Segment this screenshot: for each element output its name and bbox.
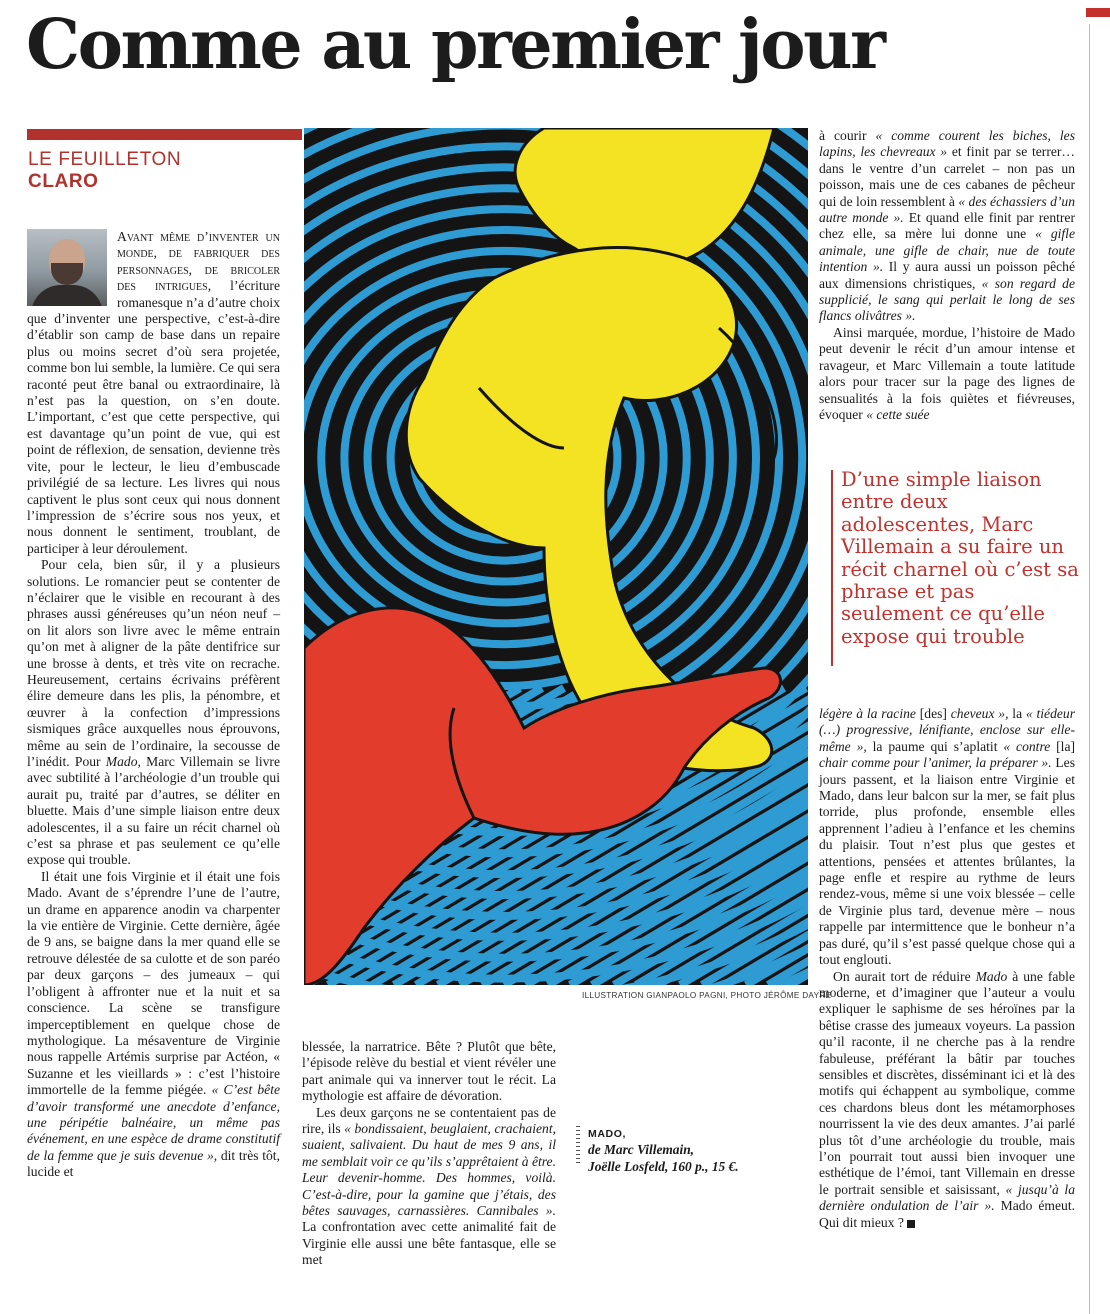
corner-mark [1086,8,1110,17]
rubric-bar [27,129,302,140]
pull-quote: D’une simple liaison entre deux adolescentes, Marc Villemain a su faire un récit charnel où c’est sa phrase et pas seulement ce qu’elle expose qui trouble [841,468,1079,648]
book-ref-dots [576,1126,580,1166]
rubric-author: CLARO [28,171,99,192]
rubric-label: LE FEUILLETON [28,149,182,170]
paragraph: légère à la racine [des] cheveux », la « tiédeur (…) progressive, lénifiante, enclose sur elle-même », la paume qui s’aplatit « contre [la] chair comme pour l’animer, la préparer ». Les jours passent, et la liaison entre Virginie et Mado, dans leur balcon sur la mer, se fait plus torride, plus profonde, ensemble elles apprennent l’adieu à l’enfance et les chemins du plaisir. Tout n’est plus que gestes et attentions, pensées et attentes brûlantes, la page enfle et respire au rythme de leurs rendez-vous, même si une voix blessée – celle de Virginie plus tard, devenue mère – nous rappelle par intermittence que le bonheur n’a pas duré, qu’il s’est passé quelque chose qui a tout englouti. [819,706,1076,968]
opening-paragraph: Avant même d’inventer un monde, de fabriquer des personnages, de bricoler des intrigues, l’écriture romanesque n’a d’autre choix que d’inventer une perspective, c’est-à-dire d’établir son camp de base dans un repaire plus ou moins secret d’où sera projetée, comme bon lui semble, la lumière. Ce qui sera raconté peut être banal ou extraordinaire, là n’est pas la question, on s’en doute. L’important, c’est que cette perspective, qui est davantage qu’un point de vue, qui est point de réflexion, de sensation, devienne très vite, pour le lecteur, le lieu d’embuscade privilégié de sa lecture. Les livres qui nous captivent le plus sont ceux qui nous donnent l’impression de s’écrire sous nos yeux, et nous donnent le sentiment, troublant, de participer à leur déroulement. [27,229,280,556]
paragraph: à courir « comme courent les biches, les lapins, les chevreaux » et finit par se terrer… dans le ventre d’un carrelet – non pas un poisson, mais une de ces cabanes de pêcheur qui de loin ressemblent à « des échassiers d’un autre monde ». Et quand elle finit par rentrer chez elle, sa mère lui donne une « gifle animale, une gifle de chair, nue de toute intention ». Il y aura aussi un poisson pêché aux dimensions christiques, « son regard de supplicié, le sang qui perlait le long de ses flancs olivâtres ». [819,128,1075,324]
paragraph: Les deux garçons ne se contentaient pas de rire, ils « bondissaient, beuglaient, crachaient, suaient, salivaient. Du haut de mes 9 ans, il me semblait voir ce qu’ils s’apprêtaient à être. Leur devenir-homme. Des hommes, voilà. C’est-à-dire, pour la gamine que j’étais, des bêtes sauvages, carnassières. Cannibales ». La confrontation avec cette animalité fait de Virginie elle aussi une bête fantasque, elle se met [302,1104,556,1268]
lead-in: Avant même d’inventer un monde, de fabriquer des personnages, de bricoler des intrigues, [117,229,280,294]
article-column-1 [27,229,280,1181]
paragraph: Ainsi marquée, mordue, l’histoire de Mado peut devenir le récit d’un amour intense et ravageur, et Marc Villemain a toute latitude alors pour tracer sur la page des lignes de sensualités à la fois quiètes et fiévreuses, évoquer « cette suée [819,324,1075,422]
paragraph: Pour cela, bien sûr, il y a plusieurs solutions. Le romancier peut se contenter de n’éclairer que le visible en recourant à des phrases aussi généreuses qu’un néon neuf – on lit alors son livre avec le même entrain qu’on met à aligner de la pâte dentifrice sur une brosse à dents, et très vite on recrache. Heureusement, certains écrivains préfèrent élire demeure dans les plis, la pénombre, et œuvrer à la confection d’impressions sismiques grâce auxquelles nous éprouvons, même au sein de l’ordinaire, la secousse de l’inédit. Pour Mado, Marc Villemain se livre avec subtilité à l’archéologie d’un trouble qui aurait pu, traité par d’autres, se déliter en bluette. Mais d’une simple liaison entre deux adolescentes, il a su faire un récit charnel où c’est sa phrase et pas seulement ce qu’elle expose qui trouble. [27,557,280,868]
paragraph: blessée, la narratrice. Bête ? Plutôt que bête, l’épisode relève du bestial et vient révéler une part animale qui va innerver tout le récit. La mythologie est affaire de dévoration. [302,1039,556,1104]
headline: Comme au premier jour [26,5,884,85]
article-column-3-bottom [819,706,1075,1231]
page-edge-rule [1089,24,1090,1314]
book-title: MADO, [588,1128,626,1140]
book-author: de Marc Villemain, [588,1142,695,1158]
paragraph: Il était une fois Virginie et il était une fois Mado. Avant de s’éprendre l’une de l’autre, un drame en apparence anodin va charpenter la vie entière de Virginie. Cette dernière, âgée de 9 ans, se baigne dans la mer quand elle se retrouve délestée de sa culotte et de son paréo par deux garçons – des jumeaux – qui l’obligent à affronter nue et la nuit et sa conscience. La scène se transfigure imperceptiblement en quelque chose de mythologique. La mésaventure de Virginie nous rappelle Artémis surprise par Actéon, « Suzanne et les vieillards » : c’est l’histoire immortelle de la femme piégée. « C’est bête d’avoir transformé une anecdote d’enfance, une péripétie balnéaire, un même pas événement, en une espèce de drame constitutif de la femme que je suis devenue », dit très tôt, lucide et [27,868,281,1180]
article-column-3-top [819,128,1075,423]
end-of-article-mark [907,1220,915,1228]
book-cover-illustration [304,128,808,985]
book-reference [588,1126,778,1175]
paragraph: On aurait tort de réduire Mado à une fable moderne, et d’imaginer que l’auteur a voulu expliquer le saphisme de ses héroïnes par la bêtise crasse des jumeaux voyeurs. La passion qu’il raconte, il ne cherche pas à la rendre fabuleuse, préférant la bâtir par touches sensibles et discrètes, disséminant ici et là des motifs qui échappent au symbolique, comme ces chardons bleus dont les métamorphoses nourrissent la vie des deux amantes. J’ai parlé plus tôt d’une archéologie du trouble, mais l’on pourrait tout aussi bien invoquer une esthétique de l’émoi, tant Villemain en dresse le portrait sensible et saisissant, « jusqu’à la dernière ondulation de l’air ». Mado émeut. Qui dit mieux ? [819,968,1076,1230]
author-portrait [27,229,107,306]
book-publisher: Joëlle Losfeld, 160 p., 15 €. [588,1158,739,1174]
pull-quote-rule [831,470,833,666]
article-column-2 [302,1039,556,1269]
illustration-credit: ILLUSTRATION GIANPAOLO PAGNI, PHOTO JÉRÔME DAYRE [582,991,832,1000]
